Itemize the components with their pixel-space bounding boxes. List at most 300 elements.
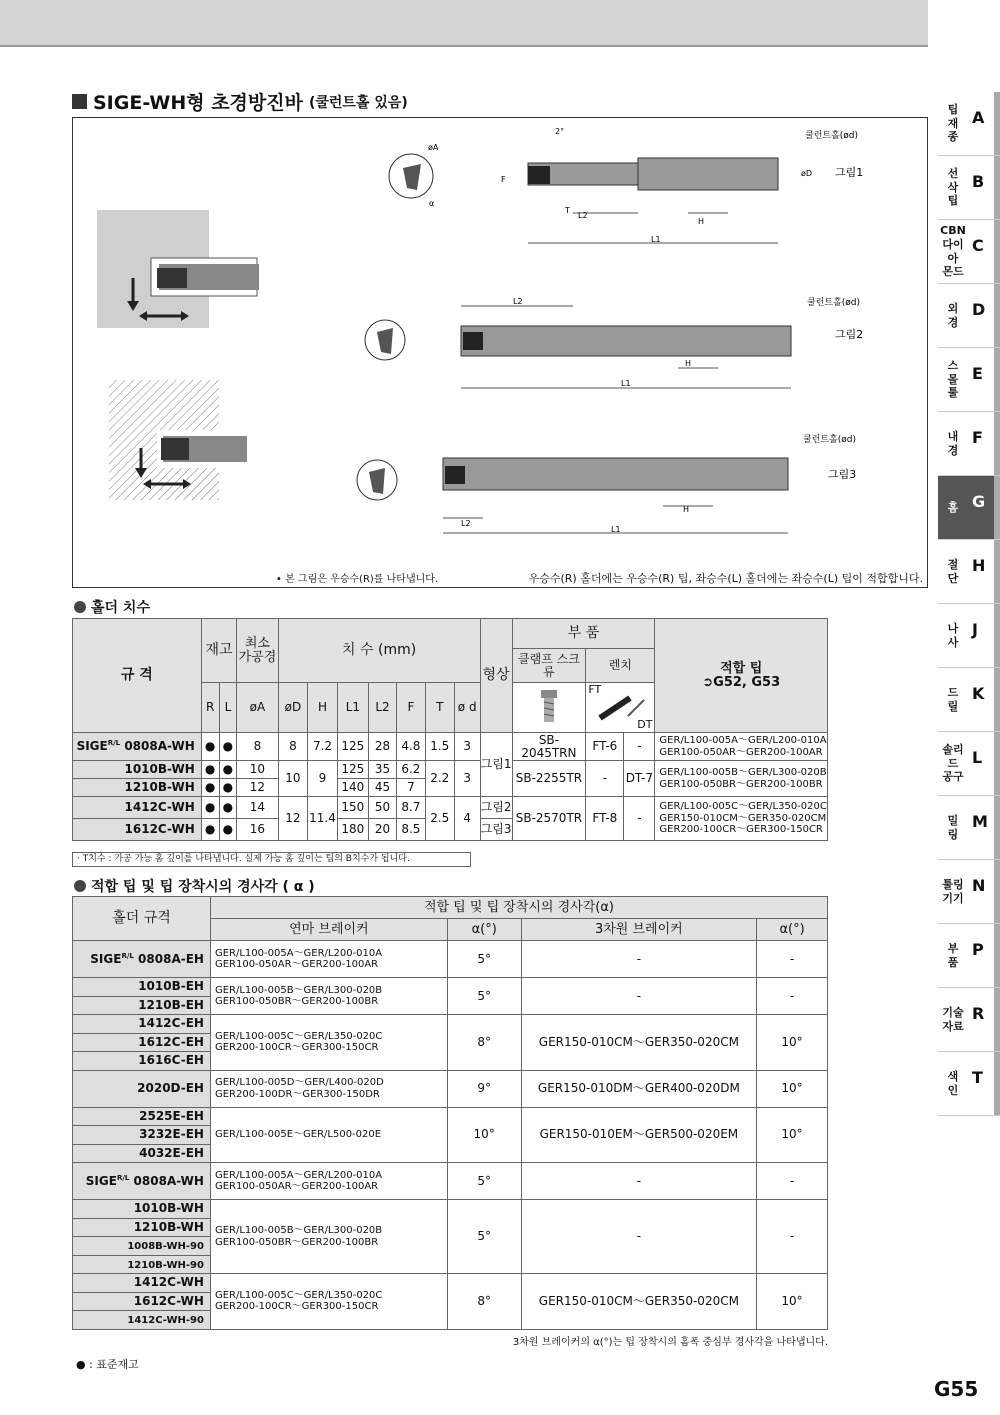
side-tab-edge bbox=[994, 924, 1000, 987]
side-tab-label: CBN 다이아 몬드 bbox=[940, 224, 966, 279]
title-subtitle: (쿨런트홀 있음) bbox=[308, 94, 408, 111]
tip-line: GER200-100CR～GER300-150CR bbox=[214, 1301, 379, 1313]
workpiece-illustration-2 bbox=[109, 380, 247, 500]
holder-spec bbox=[73, 1237, 211, 1256]
val-tip bbox=[655, 733, 828, 761]
title-text: SIGE-WH형 초경방진바 bbox=[93, 92, 303, 114]
angle-b: - bbox=[521, 1163, 756, 1200]
val-oA: 10 bbox=[237, 761, 278, 779]
holder-spec bbox=[73, 1107, 211, 1126]
side-tab-edge bbox=[994, 668, 1000, 731]
tip-angle-row bbox=[73, 978, 828, 997]
dim-F-1: F bbox=[501, 175, 506, 184]
val-tip bbox=[655, 761, 828, 797]
side-tab-N[interactable] bbox=[938, 860, 1000, 924]
spec-code: 0808A-WH bbox=[124, 739, 195, 754]
th-tip: 적합 팁 ➲G52, G53 bbox=[655, 619, 828, 733]
side-tab-T[interactable] bbox=[938, 1052, 1000, 1116]
val-dt: - bbox=[624, 733, 655, 761]
tip-angle-body bbox=[73, 941, 828, 1330]
stock-L: ● bbox=[219, 761, 237, 779]
angle-a2: - bbox=[757, 941, 828, 978]
val-od: 4 bbox=[454, 797, 480, 841]
holder-spec bbox=[73, 941, 211, 978]
val-dt: - bbox=[624, 797, 655, 841]
tip-angle-row bbox=[73, 1015, 828, 1034]
polish-breaker bbox=[210, 1200, 447, 1274]
holder-spec bbox=[73, 1200, 211, 1219]
tool-bar-fig3 bbox=[357, 458, 788, 533]
side-tab-letter: P bbox=[972, 940, 984, 959]
val-T: 1.5 bbox=[425, 733, 454, 761]
holder-dimension-table bbox=[72, 618, 828, 841]
side-tab-letter: A bbox=[972, 108, 985, 127]
th-shape: 형상 bbox=[480, 619, 512, 733]
tip-line: GER/L100-005A～GER/L200-010A bbox=[214, 1169, 383, 1181]
angle-a2: 10° bbox=[757, 1274, 828, 1330]
page-title bbox=[72, 88, 408, 115]
spec-prefix: SIGE bbox=[76, 739, 108, 754]
tool-bar-fig2 bbox=[365, 306, 791, 388]
tip-angle-row bbox=[73, 1163, 828, 1200]
th2-3d: 3차원 브레이커 bbox=[521, 919, 756, 941]
val-F: 4.8 bbox=[396, 733, 425, 761]
stock-R: ● bbox=[201, 761, 219, 779]
angle-a1: 5° bbox=[447, 1200, 521, 1274]
spec-sub: R/L bbox=[107, 739, 121, 748]
drawing-box bbox=[72, 117, 928, 588]
val-oD: 8 bbox=[278, 733, 308, 761]
section-bullet-icon bbox=[74, 601, 86, 613]
tip-angle-row bbox=[73, 941, 828, 978]
side-tab-edge bbox=[994, 540, 1000, 603]
dim-H-1: H bbox=[698, 217, 705, 226]
dim-oA-1: øA bbox=[428, 143, 439, 152]
val-F: 6.2 bbox=[396, 761, 425, 779]
val-H: 11.4 bbox=[308, 797, 337, 841]
angle-a2: 10° bbox=[757, 1015, 828, 1071]
side-tab-K[interactable] bbox=[938, 668, 1000, 732]
th-dim: 치 수 (mm) bbox=[278, 619, 480, 683]
spec-code: 1612C-WH bbox=[133, 1293, 204, 1308]
angle-a2: - bbox=[757, 1163, 828, 1200]
stock-R: ● bbox=[201, 779, 219, 797]
side-tab-A[interactable] bbox=[938, 92, 1000, 156]
section-holder-dims bbox=[74, 597, 150, 617]
side-tab-P[interactable] bbox=[938, 924, 1000, 988]
figure-note-hand: 우승수(R) 홀더에는 우승수(R) 팁, 좌승수(L) 홀더에는 좌승수(L) 팁이 적합합니다. bbox=[528, 572, 923, 585]
spec-sub: R/L bbox=[121, 951, 134, 960]
spec-code: 1612C-EH bbox=[138, 1034, 204, 1049]
holder-spec bbox=[73, 1218, 211, 1237]
th2-a2: α(°) bbox=[757, 919, 828, 941]
row-0808A-spec bbox=[73, 733, 202, 761]
side-tab-edge bbox=[994, 1052, 1000, 1115]
val-clamp: SB-2570TR bbox=[512, 797, 586, 841]
tip-line: GER/L100-005C～GER/L350-020C bbox=[214, 1030, 383, 1042]
side-tab-label: 팁 재 종 bbox=[947, 102, 959, 144]
side-tab-edge bbox=[994, 412, 1000, 475]
side-tab-letter: H bbox=[972, 556, 986, 575]
angle-a2: - bbox=[757, 978, 828, 1015]
figure-note: • 본 그림은 우승수(R)를 나타냅니다. bbox=[276, 574, 439, 585]
side-tab-edge bbox=[994, 348, 1000, 411]
th2-spec: 홀더 규격 bbox=[73, 897, 211, 941]
dim-L2-3: L2 bbox=[461, 519, 471, 528]
side-tab-F[interactable] bbox=[938, 412, 1000, 476]
angle-b: GER150-010CM～GER350-020CM bbox=[521, 1015, 756, 1071]
angle-a2: - bbox=[757, 1200, 828, 1274]
side-tab-letter: R bbox=[972, 1004, 985, 1023]
val-tip bbox=[655, 797, 828, 841]
stock-R: ● bbox=[201, 797, 219, 819]
angle-b: - bbox=[521, 978, 756, 1015]
side-tab-label: 툴링 기기 bbox=[942, 877, 964, 905]
polish-breaker bbox=[210, 941, 447, 978]
side-tab-C[interactable] bbox=[938, 220, 1000, 284]
side-tab-letter: D bbox=[972, 300, 986, 319]
th-parts: 부 품 bbox=[512, 619, 655, 649]
angle-a1: 8° bbox=[447, 1015, 521, 1071]
side-tab-edge bbox=[994, 604, 1000, 667]
val-L1: 150 bbox=[337, 797, 368, 819]
side-tab-letter: B bbox=[972, 172, 985, 191]
val-L2: 35 bbox=[369, 761, 397, 779]
side-tab-label: 외 경 bbox=[947, 301, 959, 329]
side-tab-edge bbox=[994, 92, 1000, 155]
side-tab-letter: F bbox=[972, 428, 983, 447]
polish-breaker bbox=[210, 1015, 447, 1071]
holder-spec bbox=[73, 978, 211, 997]
val-oA: 14 bbox=[237, 797, 278, 819]
shape-fig3: 그림3 bbox=[480, 819, 512, 841]
side-tab-label: 솔리드 공구 bbox=[942, 742, 964, 784]
holder-spec bbox=[73, 1274, 211, 1293]
polish-breaker bbox=[210, 1274, 447, 1330]
stock-L: ● bbox=[219, 819, 237, 841]
th-wrench: 렌치 bbox=[586, 649, 655, 683]
angle-b: GER150-010DM～GER400-020DM bbox=[521, 1070, 756, 1107]
angle-a2: 10° bbox=[757, 1107, 828, 1163]
angle-b: GER150-010EM～GER500-020EM bbox=[521, 1107, 756, 1163]
spec-code: 1008B-WH-90 bbox=[127, 1241, 204, 1252]
clamp-screw-img bbox=[512, 683, 586, 733]
spec-code: 2525E-EH bbox=[139, 1108, 204, 1123]
th-min bbox=[237, 619, 278, 683]
th2-top: 적합 팁 및 팁 장착시의 경사각(α) bbox=[210, 897, 827, 919]
side-tab-letter: N bbox=[972, 876, 986, 895]
holder-spec bbox=[73, 1255, 211, 1274]
spec-code: 2020D-EH bbox=[137, 1081, 204, 1096]
fig3-label: 그림3 bbox=[828, 468, 857, 481]
tool-bar-fig1 bbox=[389, 154, 778, 243]
spec-sub: R/L bbox=[116, 1173, 130, 1182]
tip-line: GER/L100-005B～GER/L300-020B bbox=[214, 984, 383, 996]
tip-line: GER/L100-005A～GER/L200-010A bbox=[214, 947, 383, 959]
side-tab-label: 드 릴 bbox=[947, 685, 959, 713]
holder-spec bbox=[73, 1015, 211, 1034]
side-tab-letter: C bbox=[972, 236, 984, 255]
dim-L2-2: L2 bbox=[513, 297, 523, 306]
holder-spec bbox=[73, 1144, 211, 1163]
holder-spec bbox=[73, 1292, 211, 1311]
side-tab-letter: E bbox=[972, 364, 983, 383]
val-od: 3 bbox=[454, 733, 480, 761]
coolant-label-1: 쿨런트홀(ød) bbox=[805, 131, 859, 141]
spec-code: 1010B-WH bbox=[133, 1201, 204, 1216]
side-tab-label: 선 삭 팁 bbox=[947, 166, 959, 208]
side-tab-edge bbox=[994, 284, 1000, 347]
th-R: R bbox=[201, 683, 219, 733]
holder-spec bbox=[73, 1311, 211, 1330]
val-oA: 16 bbox=[237, 819, 278, 841]
side-tab-label: 기술 자료 bbox=[942, 1005, 964, 1033]
tip-angle-row bbox=[73, 1070, 828, 1107]
val-L2: 28 bbox=[369, 733, 397, 761]
dim-H-3: H bbox=[683, 505, 690, 514]
side-tab-letter: L bbox=[972, 748, 983, 767]
th-tip-1: 적합 팁 bbox=[720, 660, 763, 676]
th-L2: L2 bbox=[369, 683, 397, 733]
side-tab-J[interactable] bbox=[938, 604, 1000, 668]
spec-code: 1210B-WH-90 bbox=[127, 1259, 204, 1271]
row-1210B-spec: 1210B-WH bbox=[73, 779, 202, 797]
angle-b: - bbox=[521, 1200, 756, 1274]
coolant-label-2: 쿨런트홀(ød) bbox=[807, 298, 861, 308]
th2-a1: α(°) bbox=[447, 919, 521, 941]
angle-a1: 5° bbox=[447, 941, 521, 978]
tip-line: GER100-050AR～GER200-100AR bbox=[214, 959, 379, 970]
holder-spec bbox=[73, 996, 211, 1015]
th-oA: øA bbox=[237, 683, 278, 733]
side-tab-H[interactable] bbox=[938, 540, 1000, 604]
side-tab-B[interactable] bbox=[938, 156, 1000, 220]
stock-L: ● bbox=[219, 779, 237, 797]
row-1412C-spec: 1412C-WH bbox=[73, 797, 202, 819]
side-tab-edge bbox=[994, 860, 1000, 923]
th-min-1: 최소 bbox=[244, 635, 270, 651]
screw-icon bbox=[529, 686, 569, 726]
side-tab-letter: M bbox=[972, 812, 988, 831]
val-H: 7.2 bbox=[308, 733, 337, 761]
angle-a1: 10° bbox=[447, 1107, 521, 1163]
stock-legend: ● : 표준재고 bbox=[76, 1358, 139, 1371]
th-spec: 규 격 bbox=[73, 619, 202, 733]
tip-line: GER150-010CM～GER350-020CM bbox=[659, 812, 827, 824]
th-H: H bbox=[308, 683, 337, 733]
tip-line: GER/L100-005D～GER/L400-020D bbox=[214, 1077, 384, 1088]
spec-prefix: SIGE bbox=[90, 951, 122, 966]
val-H: 9 bbox=[308, 761, 337, 797]
side-tab-G[interactable] bbox=[938, 476, 1000, 540]
breaker-note: 3차원 브레이커의 α(°)는 팁 장착시의 홈폭 중심부 경사각을 나타냅니다. bbox=[512, 1337, 828, 1348]
spec-code: 1412C-WH bbox=[133, 1275, 204, 1290]
side-tab-L[interactable] bbox=[938, 732, 1000, 796]
shape-fig2: 그림2 bbox=[480, 797, 512, 819]
polish-breaker bbox=[210, 978, 447, 1015]
side-tab-label: 스 몰 툴 bbox=[947, 358, 959, 400]
wrench-ft-label: FT bbox=[588, 683, 602, 696]
tip-line: GER/L100-005C～GER/L350-020C bbox=[214, 1289, 383, 1301]
angle-a1: 5° bbox=[447, 978, 521, 1015]
dim-H-2: H bbox=[685, 359, 692, 368]
tip-line: GER/L100-005B～GER/L300-020B bbox=[214, 1225, 383, 1236]
side-tab-edge bbox=[994, 988, 1000, 1051]
holder-spec bbox=[73, 1052, 211, 1071]
val-L1: 125 bbox=[337, 761, 368, 779]
val-L1: 140 bbox=[337, 779, 368, 797]
th-min-2: 가공경 bbox=[238, 649, 277, 665]
side-tab-edge bbox=[994, 796, 1000, 859]
side-tab-label: 나 사 bbox=[947, 621, 959, 649]
stock-L: ● bbox=[219, 733, 237, 761]
val-clamp: SB-2255TR bbox=[512, 761, 586, 797]
angle-b: - bbox=[521, 941, 756, 978]
shape-fig1: 그림1 bbox=[480, 733, 512, 797]
side-tab-edge bbox=[994, 156, 1000, 219]
side-tab-edge bbox=[994, 220, 1000, 283]
val-L2: 20 bbox=[369, 819, 397, 841]
section-holder-dims-label: 홀더 치수 bbox=[91, 600, 150, 616]
th-L1: L1 bbox=[337, 683, 368, 733]
tip-line: GER100-050BR～GER200-100BR bbox=[214, 996, 379, 1007]
angle-a1: 8° bbox=[447, 1274, 521, 1330]
tip-line: GER200-100DR～GER300-150DR bbox=[214, 1088, 380, 1100]
th-stock: 재고 bbox=[201, 619, 237, 683]
angle-a1: 5° bbox=[447, 1163, 521, 1200]
val-oA: 8 bbox=[237, 733, 278, 761]
side-tab-label: 밀 링 bbox=[947, 813, 959, 841]
holder-spec bbox=[73, 1070, 211, 1107]
tip-line: GER100-050BR～GER200-100BR bbox=[659, 778, 823, 790]
val-oD: 12 bbox=[278, 797, 308, 841]
dim-L2-1: L2 bbox=[578, 211, 588, 220]
angle-a2: 10° bbox=[757, 1070, 828, 1107]
dim-oD-1: øD bbox=[801, 169, 813, 178]
val-L2: 50 bbox=[369, 797, 397, 819]
dim-T-1: T bbox=[565, 206, 570, 215]
side-tab-letter: K bbox=[972, 684, 985, 703]
tip-line: GER200-100CR～GER300-150CR bbox=[659, 824, 823, 836]
tip-line: GER/L100-005A～GER/L200-010A bbox=[659, 735, 827, 746]
val-ft: - bbox=[586, 761, 624, 797]
val-ft: FT-8 bbox=[586, 797, 624, 841]
th-od: ø d bbox=[454, 683, 480, 733]
spec-code: 0808A-WH bbox=[133, 1173, 204, 1188]
stock-L: ● bbox=[219, 797, 237, 819]
workpiece-illustration-1 bbox=[97, 210, 259, 328]
top-banner bbox=[0, 0, 928, 47]
tip-line: GER200-100CR～GER300-150CR bbox=[214, 1042, 379, 1054]
wrench-img bbox=[586, 683, 655, 733]
side-tab-label: 부 품 bbox=[947, 941, 959, 969]
side-tab-R[interactable] bbox=[938, 988, 1000, 1052]
spec-code: 1010B-EH bbox=[138, 979, 204, 994]
row-1612C-spec: 1612C-WH bbox=[73, 819, 202, 841]
side-tab-label: 내 경 bbox=[947, 429, 959, 457]
stock-R: ● bbox=[201, 819, 219, 841]
val-od: 3 bbox=[454, 761, 480, 797]
tip-angle-row bbox=[73, 1274, 828, 1293]
row-1010B-spec: 1010B-WH bbox=[73, 761, 202, 779]
val-oD: 10 bbox=[278, 761, 308, 797]
side-tab-edge bbox=[994, 732, 1000, 795]
tip-angle-row bbox=[73, 1200, 828, 1219]
side-tab-E[interactable] bbox=[938, 348, 1000, 412]
polish-breaker bbox=[210, 1107, 447, 1163]
spec-code: 3232E-EH bbox=[139, 1127, 204, 1142]
dim-L1-3: L1 bbox=[611, 525, 621, 534]
dim-L1-1: L1 bbox=[651, 235, 661, 244]
side-tab-label: 절 단 bbox=[947, 557, 959, 585]
val-oA: 12 bbox=[237, 779, 278, 797]
th2-polish: 연마 브레이커 bbox=[210, 919, 447, 941]
side-tab-letter: G bbox=[972, 492, 986, 511]
th-F: F bbox=[396, 683, 425, 733]
side-tab-edge bbox=[994, 476, 1000, 539]
tool-drawings bbox=[73, 118, 927, 587]
section-bullet-icon bbox=[74, 880, 86, 892]
dim-L1-2: L1 bbox=[621, 379, 631, 388]
tip-angle-row bbox=[73, 1107, 828, 1126]
side-tab-label: 색 인 bbox=[947, 1069, 959, 1097]
polish-breaker bbox=[210, 1163, 447, 1200]
val-clamp: SB-2045TRN bbox=[512, 733, 586, 761]
tip-line: GER100-050AR～GER200-100AR bbox=[659, 746, 823, 758]
tip-line: GER100-050BR～GER200-100BR bbox=[214, 1236, 379, 1248]
polish-breaker bbox=[210, 1070, 447, 1107]
fig1-label: 그림1 bbox=[835, 166, 864, 179]
holder-spec bbox=[73, 1033, 211, 1052]
spec-code: 4032E-EH bbox=[139, 1145, 204, 1160]
stock-R: ● bbox=[201, 733, 219, 761]
th-L: L bbox=[219, 683, 237, 733]
coolant-label-3: 쿨런트홀(ød) bbox=[803, 435, 857, 445]
t-dimension-note: · T치수 : 가공 가능 홈 깊이를 나타냅니다. 실제 가능 홈 깊이는 팁의 B치수가 됩니다. bbox=[72, 852, 471, 867]
val-T: 2.5 bbox=[425, 797, 454, 841]
th-oD: øD bbox=[278, 683, 308, 733]
title-square-icon bbox=[72, 94, 87, 109]
side-tab-letter: J bbox=[972, 620, 978, 639]
val-T: 2.2 bbox=[425, 761, 454, 797]
val-ft: FT-6 bbox=[586, 733, 624, 761]
val-L1: 125 bbox=[337, 733, 368, 761]
section-tip-angle bbox=[74, 876, 315, 896]
holder-spec bbox=[73, 1126, 211, 1145]
th-clamp: 클램프 스크류 bbox=[512, 649, 586, 683]
spec-code: 1616C-EH bbox=[138, 1053, 204, 1068]
th-T: T bbox=[425, 683, 454, 733]
tip-angle-table bbox=[72, 896, 828, 1330]
side-tab-letter: T bbox=[972, 1068, 983, 1087]
side-tab-D[interactable] bbox=[938, 284, 1000, 348]
section-tip-angle-label: 적합 팁 및 팁 장착시의 경사각 ( α ) bbox=[91, 879, 315, 895]
holder-spec bbox=[73, 1163, 211, 1200]
spec-code: 1210B-WH bbox=[133, 1219, 204, 1234]
val-L2: 45 bbox=[369, 779, 397, 797]
spec-code: 1412C-WH-90 bbox=[127, 1315, 204, 1326]
spec-code: 1412C-EH bbox=[138, 1016, 204, 1031]
spec-code: 0808A-EH bbox=[138, 951, 204, 966]
angle-b: GER150-010CM～GER350-020CM bbox=[521, 1274, 756, 1330]
dim-a-1: α bbox=[429, 199, 435, 208]
page-number: G55 bbox=[934, 1377, 979, 1401]
side-index bbox=[938, 92, 1000, 1116]
tip-line: GER/L100-005E～GER/L500-020E bbox=[214, 1129, 382, 1140]
th-tip-2: G52, G53 bbox=[713, 674, 781, 690]
side-tab-M[interactable] bbox=[938, 796, 1000, 860]
val-F: 7 bbox=[396, 779, 425, 797]
